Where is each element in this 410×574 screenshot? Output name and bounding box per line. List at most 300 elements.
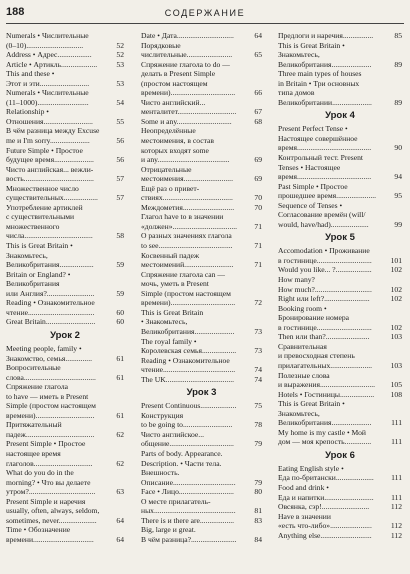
toc-page-number: 74 [254,365,262,375]
toc-entry-text: Article • Артикль................... [6,59,98,69]
toc-entry [141,146,262,156]
toc-entry-text: Hotels • Гостиницы.................. [278,389,375,399]
toc-entry [6,270,124,280]
toc-entry-text: Употребление артиклей [6,202,83,212]
toc-entry-text: менталитет............................... [141,107,237,117]
toc-entry-text: Конструкция [141,410,184,420]
page-header [0,0,410,28]
toc-entry [141,241,262,251]
toc-page-number: 89 [394,59,402,69]
toc-entry [278,493,402,503]
toc-entry [141,184,262,194]
toc-page-number: 64 [116,534,124,544]
toc-entry [6,251,124,261]
toc-entry-text: времени).................................. [141,298,236,308]
toc-entry-text: прошедшее время..................... [278,191,377,201]
toc-page-number: 62 [116,429,124,439]
toc-entry-text: времени................................ [6,534,94,544]
toc-entry-text: глаголов............................... [6,458,93,468]
toc-entry [141,98,262,108]
toc-entry [278,483,402,493]
toc-entry [141,487,262,497]
toc-page-number: 57 [116,193,124,203]
toc-page-number: 108 [390,389,402,399]
toc-entry [141,117,262,127]
toc-page-number: 90 [394,143,402,153]
toc-entry [141,126,262,136]
toc-entry [278,313,402,323]
toc-entry-text: Отношения.......................... [6,116,93,126]
toc-entry-text: существительных.................. [6,193,98,203]
toc-entry [278,256,402,266]
toc-entry [6,382,124,392]
toc-entry-text: Чисто английское... [141,429,204,439]
toc-page-number: 79 [254,477,262,487]
toc-entry [278,143,402,153]
toc-entry-text: My home is my castle • Мой [278,427,366,437]
toc-entry [6,468,124,478]
toc-entry [278,409,402,419]
toc-entry [6,126,124,136]
toc-page-number: 111 [391,437,402,447]
toc-entry [141,525,262,535]
toc-entry [141,279,262,289]
toc-entry-text: ных........................................... [141,506,236,516]
toc-entry-text: Отрицательные [141,164,192,174]
toc-page-number: 53 [116,59,124,69]
toc-entry-text: Королевская семья.................. [141,346,237,356]
toc-entry [6,430,124,440]
toc-entry [6,497,124,507]
toc-page-number: 71 [254,241,262,251]
toc-entry-text: время....................................... [278,143,372,153]
toc-entry-text: Спряжение глагола [6,382,69,392]
toc-entry [141,251,262,261]
toc-entry [141,401,262,411]
toc-entry-text: Future Simple • Простое [6,145,83,155]
toc-entry [278,69,402,79]
toc-page-number: 83 [254,515,262,525]
toc-entry-text: Ещё раз о привет- [141,183,200,193]
toc-entry [141,298,262,308]
toc-entry-text: Внешность. [141,468,180,478]
toc-entry-text: Past Simple • Простое [278,181,348,191]
toc-entry [278,60,402,70]
toc-entry [278,163,402,173]
toc-entry-text: множественного [6,221,60,231]
toc-entry [141,107,262,117]
toc-entry-text: О разных значениях глагола [141,231,232,241]
toc-entry-text: Anything else........................... [278,530,372,540]
toc-entry-text: В чём разница?........................ [141,534,237,544]
toc-entry-text: Согласование времён (will/ [278,210,366,220]
toc-entry-text: Еда по-британски.................... [278,473,374,483]
toc-page-number: 95 [394,191,402,201]
toc-entry-text: время....................................... [278,172,372,182]
toc-entry-text: Tenses • Настоящее [278,162,341,172]
toc-entry [278,437,402,447]
toc-entry [6,411,124,421]
toc-entry-text: me и I'm sorry..................... [6,136,90,146]
toc-page-number: 52 [116,50,124,60]
toc-entry-text: Three main types of houses [278,69,362,79]
toc-entry-text: «должен».................................. [141,221,238,231]
toc-page-number: 54 [116,97,124,107]
toc-page-number: 52 [116,40,124,50]
toc-page-number: 56 [116,136,124,146]
toc-entry [6,317,124,327]
toc-entry-text: Чисто английский... [141,97,206,107]
toc-page-number: 61 [116,353,124,363]
toc-entry [6,516,124,526]
toc-page-number: 68 [254,116,262,126]
toc-page-number: 61 [116,372,124,382]
toc-entry [278,201,402,211]
header-rule [6,23,404,24]
toc-entry-text: Множественное число [6,183,79,193]
toc-entry-text: Face • Лицо............................. [141,487,234,497]
toc-entry-text: Этот и эти.......................... [6,78,90,88]
toc-entry [278,172,402,182]
toc-entry-text: Знакомьтесь, [6,250,48,260]
toc-column-3 [278,31,402,540]
toc-entry [141,155,262,165]
toc-entry [278,246,402,256]
toc-entry [141,411,262,421]
toc-entry-text: Предлоги и наречия................ [278,31,374,40]
toc-page-number: 89 [394,97,402,107]
toc-entry-text: будущее время..................... [6,155,94,165]
toc-entry-text: sometimes, never.................... [6,515,97,525]
toc-page-number: 70 [254,202,262,212]
toc-page-number: 73 [254,346,262,356]
toc-page-number: 72 [254,298,262,308]
toc-entry [141,516,262,526]
toc-entry [278,323,402,333]
toc-entry [6,241,124,251]
toc-entry-text: This is Great Britain [141,307,204,317]
toc-entry-text: В чём разница между Excuse [6,126,100,136]
toc-entry-text: Present Perfect Tense • [278,124,348,134]
toc-entry-text: Have в значении [278,511,331,521]
toc-entry [6,260,124,270]
toc-entry [141,289,262,299]
toc-entry-text: This is Great Britain • [6,241,73,251]
toc-entry-text: Meeting people, family • [6,343,82,353]
toc-entry-text: в гостинице............................. [278,255,372,265]
toc-entry [278,380,402,390]
toc-entry [141,420,262,430]
toc-entry-text: Numerals • Числительные [6,31,89,40]
toc-entry [278,50,402,60]
toc-entry-text: и выражения............................. [278,380,376,390]
toc-entry-text: и превосходная степень [278,351,355,361]
toc-entry [278,210,402,220]
toc-entry [278,428,402,438]
toc-entry-text: Великобритании..................... [278,97,372,107]
toc-entry-text: Some и any............................. [141,116,232,126]
toc-entry-text: (11–1000)........................... [6,97,89,107]
toc-page-number: 105 [390,380,402,390]
toc-entry [6,308,124,318]
toc-page-number: 62 [116,458,124,468]
toc-entry [6,392,124,402]
toc-entry [6,401,124,411]
toc-page-number: 71 [254,221,262,231]
toc-entry [6,289,124,299]
toc-page-number: 111 [391,473,402,483]
toc-entry-text: morning? • Что вы делаете [6,477,91,487]
toc-entry-text: и any...................................... [141,155,230,165]
toc-entry-text: to have — иметь в Present [6,391,89,401]
toc-entry [278,502,402,512]
toc-entry-text: Right или left?........................ [278,294,370,304]
toc-entry [141,327,262,337]
toc-entry-text: времени).................................. [141,88,236,98]
toc-entry [278,418,402,428]
toc-entry-text: времени)............................... [6,410,95,420]
toc-entry [278,98,402,108]
toc-entry-text: Food and drink • [278,482,329,492]
toc-entry-text: типа домов [278,88,315,98]
toc-page-number: 73 [254,326,262,336]
toc-entry-text: Britain or England? • [6,269,71,279]
toc-entry [6,174,124,184]
toc-entry [141,212,262,222]
toc-entry [141,478,262,488]
toc-entry-text: Бронирование номера [278,313,349,323]
toc-entry-text: The UK.................................... [141,374,235,384]
toc-entry [278,41,402,51]
toc-page-number: 101 [390,255,402,265]
toc-entry [141,69,262,79]
lesson-heading: Урок 2 [50,329,80,341]
toc-entry-text: Date • Дата.............................. [141,31,234,40]
toc-entry [6,117,124,127]
toc-entry [141,375,262,385]
toc-entry [278,220,402,230]
toc-entry-text: Great Britain.......................... [6,317,96,327]
toc-entry [278,399,402,409]
toc-entry [278,294,402,304]
toc-entry-text: • Знакомьтесь, [141,317,188,327]
toc-entry [6,354,124,364]
toc-page-number: 74 [254,374,262,384]
toc-entry-text: Accomodation • Проживание [278,246,370,256]
toc-entry [278,275,402,285]
toc-entry [141,308,262,318]
toc-entry-text: Полезные слова [278,370,330,380]
toc-entry [141,165,262,175]
toc-page-number: 56 [116,155,124,165]
toc-entry [278,265,402,275]
toc-page-number: 59 [116,260,124,270]
toc-entry-text: общение.................................. [141,439,234,449]
toc-entry [6,459,124,469]
toc-entry [141,60,262,70]
toc-entry-text: Would you like... ?................... [278,265,372,275]
toc-entry-text: Притяжательный [6,420,62,430]
toc-entry [278,88,402,98]
toc-page-number: 103 [390,360,402,370]
toc-entry-text: in Britain • Три основных [278,78,360,88]
toc-page-number: 102 [390,294,402,304]
toc-entry [141,136,262,146]
toc-entry-text: What do you do in the [6,468,74,478]
toc-page-number: 60 [116,317,124,327]
toc-page-number: 111 [391,418,402,428]
toc-entry-text: Booking room • [278,303,327,313]
toc-entry-text: Sequence of Tenses • [278,200,343,210]
toc-entry-text: делать в Present Simple [141,69,216,79]
toc-entry-text: Великобритания..................... [278,418,372,428]
toc-entry [141,231,262,241]
toc-entry-text: There is и there are.................. [141,515,235,525]
toc-column-1 [6,31,124,544]
toc-entry [278,342,402,352]
toc-entry-text: утром?................................... [6,487,96,497]
toc-entry [6,487,124,497]
toc-entry [278,31,402,41]
toc-entry [278,134,402,144]
toc-entry-text: Великобритания..................... [141,326,235,336]
toc-entry-text: Address • Адрес.................. [6,50,92,60]
toc-entry [6,69,124,79]
toc-entry-text: местоимения.......................... [141,174,233,184]
toc-entry [141,365,262,375]
toc-entry [6,88,124,98]
toc-entry-text: Глагол have to в значении [141,212,224,222]
toc-entry-text: Numerals • Числительные [6,88,89,98]
toc-entry [6,41,124,51]
toc-entry-text: (простом настоящем [141,78,208,88]
toc-entry-text: Еда и напитки.......................... [278,492,374,502]
toc-entry [6,50,124,60]
toc-entry [278,332,402,342]
toc-page-number: 69 [254,155,262,165]
toc-entry [278,390,402,400]
toc-entry [6,79,124,89]
toc-page-number: 57 [116,174,124,184]
toc-page-number: 102 [390,265,402,275]
toc-entry [141,193,262,203]
toc-entry-text: The royal family • [141,336,197,346]
toc-entry [141,337,262,347]
toc-page-number: 112 [390,502,402,512]
toc-entry-text: Вопросительные [6,363,61,373]
toc-entry [278,153,402,163]
lesson-heading: Урок 4 [325,110,355,122]
toc-entry-text: usually, often, always, seldom, [6,506,100,516]
toc-entry [6,231,124,241]
toc-page-number: 55 [116,116,124,126]
toc-entry [278,531,402,541]
toc-entry [278,304,402,314]
toc-entry-text: Контрольный тест. Present [278,153,363,163]
toc-entry [6,535,124,545]
toc-page-number: 80 [254,487,262,497]
toc-page-number: 65 [254,50,262,60]
toc-entry-text: ствиях..................................... [141,193,233,203]
toc-entry [278,521,402,531]
toc-entry-text: вость..................................... [6,174,94,184]
toc-page-number: 58 [116,231,124,241]
toc-entry [278,361,402,371]
toc-page-number: 112 [390,530,402,540]
toc-entry [141,174,262,184]
toc-page-number: 67 [254,107,262,117]
toc-entry-text: Big, large и great. [141,525,196,535]
toc-entry [141,79,262,89]
toc-column-2 [141,31,262,544]
toc-entry-text: Знакомьтесь, [278,408,320,418]
toc-entry-text: в гостинице............................. [278,322,372,332]
page-title: СОДЕРЖАНИЕ [164,8,246,18]
toc-entry [141,506,262,516]
toc-entry-text: Знакомьтесь, [278,50,320,60]
toc-entry-text: to see....................................... [141,241,233,251]
toc-entry-text: Simple (простом настоящем [6,401,96,411]
toc-entry [141,270,262,280]
toc-entry-text: Чисто английская... вежли- [6,164,94,174]
toc-entry-text: Reading • Ознакомительное [141,355,230,365]
toc-entry [6,165,124,175]
toc-entry-text: Междометия........................... [141,202,235,212]
lesson-heading: Урок 6 [325,449,355,461]
lesson-heading: Урок 5 [325,232,355,244]
toc-entry-text: которых входят some [141,145,209,155]
toc-entry [278,473,402,483]
toc-entry [278,285,402,295]
toc-entry [141,356,262,366]
toc-page-number: 53 [116,78,124,88]
toc-entry-text: Порядковые [141,40,181,50]
toc-entry [141,317,262,327]
toc-entry [6,439,124,449]
toc-entry [6,31,124,41]
toc-entry [6,98,124,108]
toc-entry [6,449,124,459]
toc-entry [141,222,262,232]
toc-entry [141,346,262,356]
toc-page-number: 84 [254,534,262,544]
toc-entry-text: числа.................................... [6,231,93,241]
toc-entry [6,373,124,383]
toc-entry [141,41,262,51]
toc-page-number: 64 [116,515,124,525]
toc-entry-text: Знакомство, семья.............. [6,353,92,363]
toc-entry-text: Великобритания..................... [278,59,372,69]
toc-entry-text: Великобритания.................. [6,260,94,270]
toc-entry [278,182,402,192]
toc-entry-text: Present Simple и наречия [6,496,86,506]
toc-entry-text: Parts of body. Appearance. [141,448,223,458]
toc-page-number: 85 [394,31,402,40]
toc-entry [6,193,124,203]
toc-entry-text: Reading • Ознакомительное [6,298,95,308]
toc-entry [6,363,124,373]
toc-entry [6,184,124,194]
toc-entry [278,124,402,134]
page-number: 188 [6,6,25,18]
toc-entry-text: чтение...................................... [141,365,236,375]
toc-entry [278,512,402,522]
toc-entry [141,260,262,270]
toc-entry [141,203,262,213]
toc-entry-text: с существительными [6,212,75,222]
toc-entry [6,478,124,488]
toc-entry-text: или Англия?......................... [6,288,95,298]
